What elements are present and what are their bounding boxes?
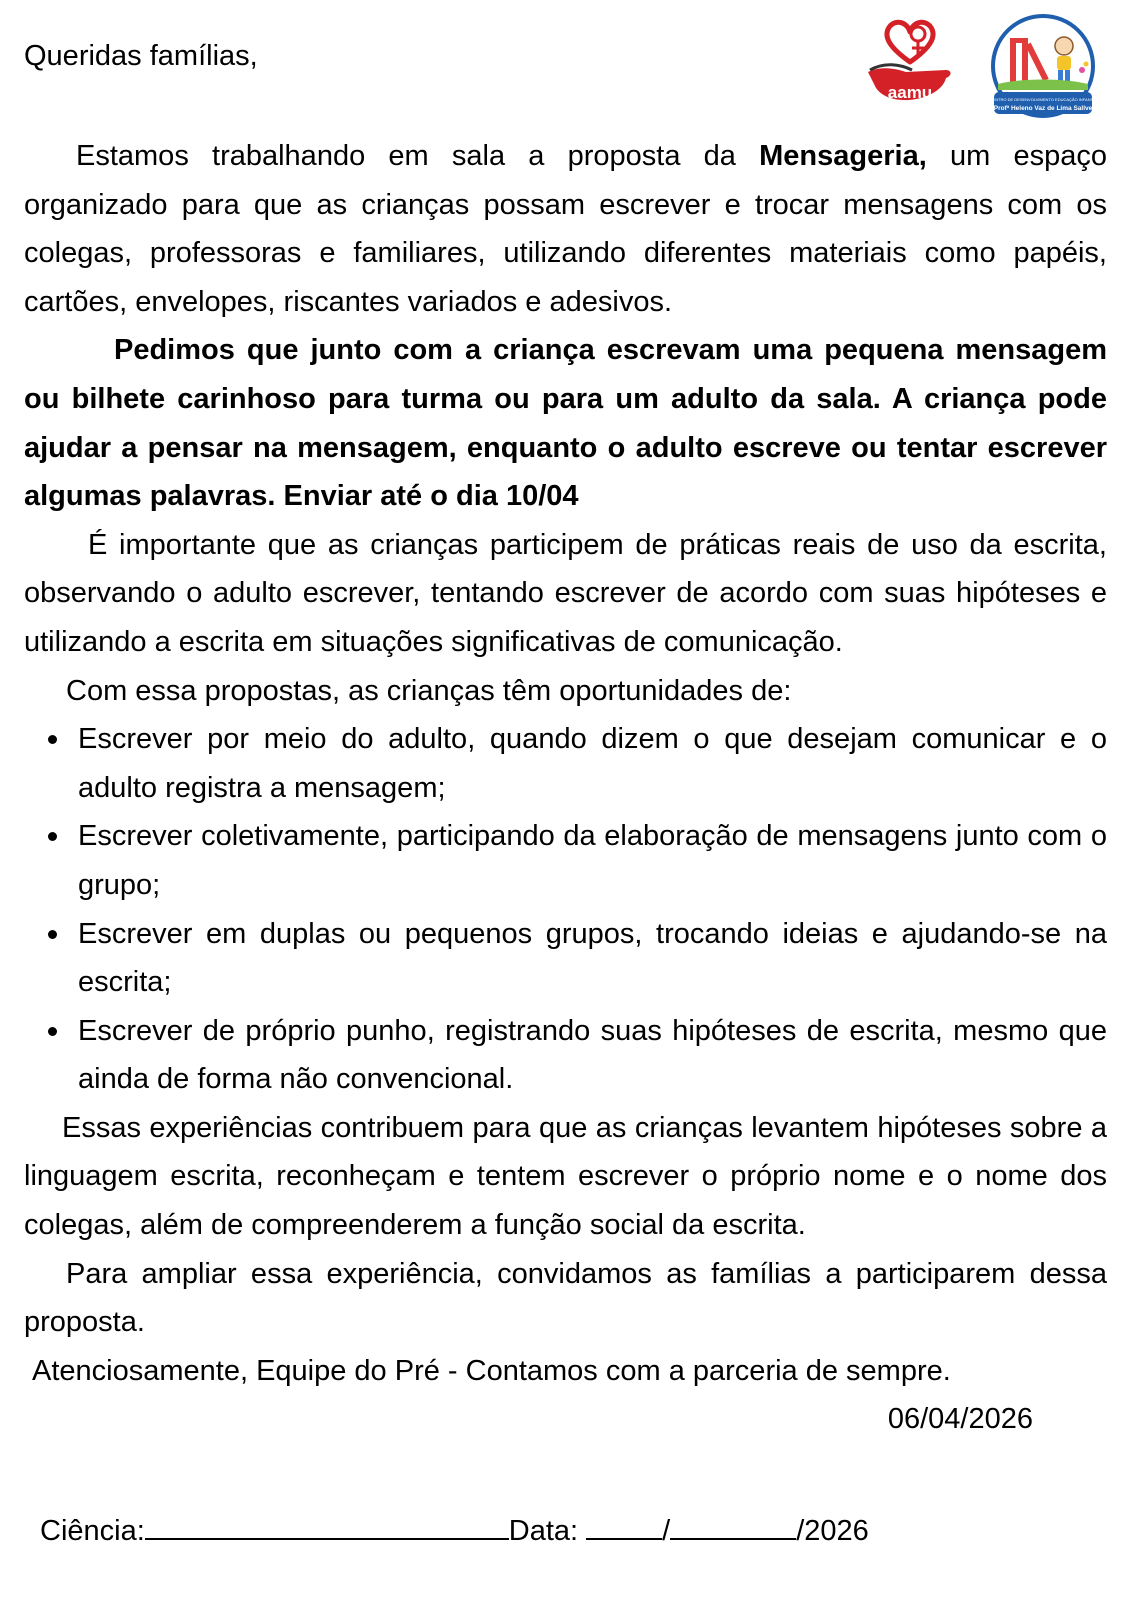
day-field[interactable] <box>586 1508 662 1540</box>
logos <box>860 14 1110 114</box>
list-item <box>78 1007 1107 1104</box>
list-item <box>78 812 1107 909</box>
list-item-text: Escrever coletivamente, participando da elaboração de mensagens junto com o grupo; <box>78 820 1107 901</box>
opportunities-intro: Com essa propostas, as crianças têm oportunidades de: <box>66 674 792 707</box>
list-item <box>78 715 1107 812</box>
paragraph-invitation: Para ampliar essa experiência, convidamos as famílias a participarem dessa proposta. <box>24 1257 1107 1339</box>
list-item-text: Escrever de próprio punho, registrando suas hipóteses de escrita, mesmo que ainda de forma não convencional. <box>78 1014 1107 1096</box>
school-logo-bottom-text: "Profª Heleno Vaz de Lima Sallve" <box>990 105 1096 112</box>
acknowledgement-line <box>40 1508 869 1548</box>
ciencia-label: Ciência: <box>40 1515 145 1547</box>
aamu-logo <box>860 14 960 114</box>
month-field[interactable] <box>670 1508 796 1540</box>
list-item-text: Escrever por meio do adulto, quando dizem o que desejam comunicar e o adulto registra a mensagem; <box>78 723 1107 804</box>
school-logo-top-text: CENTRO DE DESENVOLVIMENTO EDUCAÇÃO INFANTIL <box>989 97 1097 102</box>
paragraph-request: Pedimos que junto com a criança escrevam uma pequena mensagem ou bilhete carinhoso para turma ou para um adulto da sala. A criança pode ajudar a pensar na mensagem, enquanto o adulto escreve ou tentar escrever algumas palavras. Enviar até o dia 10/04 <box>24 334 1107 513</box>
year-text: /2026 <box>796 1515 869 1547</box>
paragraph-mensageria-start: Estamos trabalhando em sala a proposta da <box>76 140 760 172</box>
bullet-icon <box>48 1027 57 1036</box>
notice-body <box>24 132 1107 1444</box>
notice-date: 06/04/2026 <box>887 1403 1033 1436</box>
school-logo <box>982 14 1104 120</box>
closing: Atenciosamente, Equipe do Pré - Contamos com a parceria de sempre. <box>32 1354 951 1387</box>
bullet-icon <box>48 930 57 939</box>
paragraph-mensageria <box>24 132 1107 326</box>
greeting: Queridas famílias, <box>24 40 258 72</box>
data-label: Data: <box>508 1515 579 1547</box>
paragraph-mensageria-end: um espaço organizado para que as crianças possam escrever e trocar mensagens com os colegas, professoras e familiares, utilizando diferentes materiais como papéis, cartões, envelopes, riscantes variados e adesivos. <box>24 140 1107 318</box>
ciencia-signature-field[interactable] <box>145 1508 509 1540</box>
paragraph-importance: É importante que as crianças participem de práticas reais de uso da escrita, observando o adulto escrever, tentando escrever de acordo com suas hipóteses e utilizando a escrita em situações significativas de comunicação. <box>24 528 1107 658</box>
list-item <box>78 910 1107 1007</box>
bullet-icon <box>48 832 57 841</box>
paragraph-experiences: Essas experiências contribuem para que as crianças levantem hipóteses sobre a linguagem escrita, reconheçam e tentem escrever o próprio nome e o nome dos colegas, além de compreenderem a função social da escrita. <box>24 1111 1107 1242</box>
aamu-logo-text: aamu <box>887 83 933 102</box>
mensageria-highlight: Mensageria, <box>759 140 927 172</box>
list-item-text: Escrever em duplas ou pequenos grupos, trocando ideias e ajudando-se na escrita; <box>78 917 1107 999</box>
bullet-icon <box>48 735 57 744</box>
opportunities-list <box>24 715 1107 1104</box>
date-slash: / <box>662 1515 671 1547</box>
